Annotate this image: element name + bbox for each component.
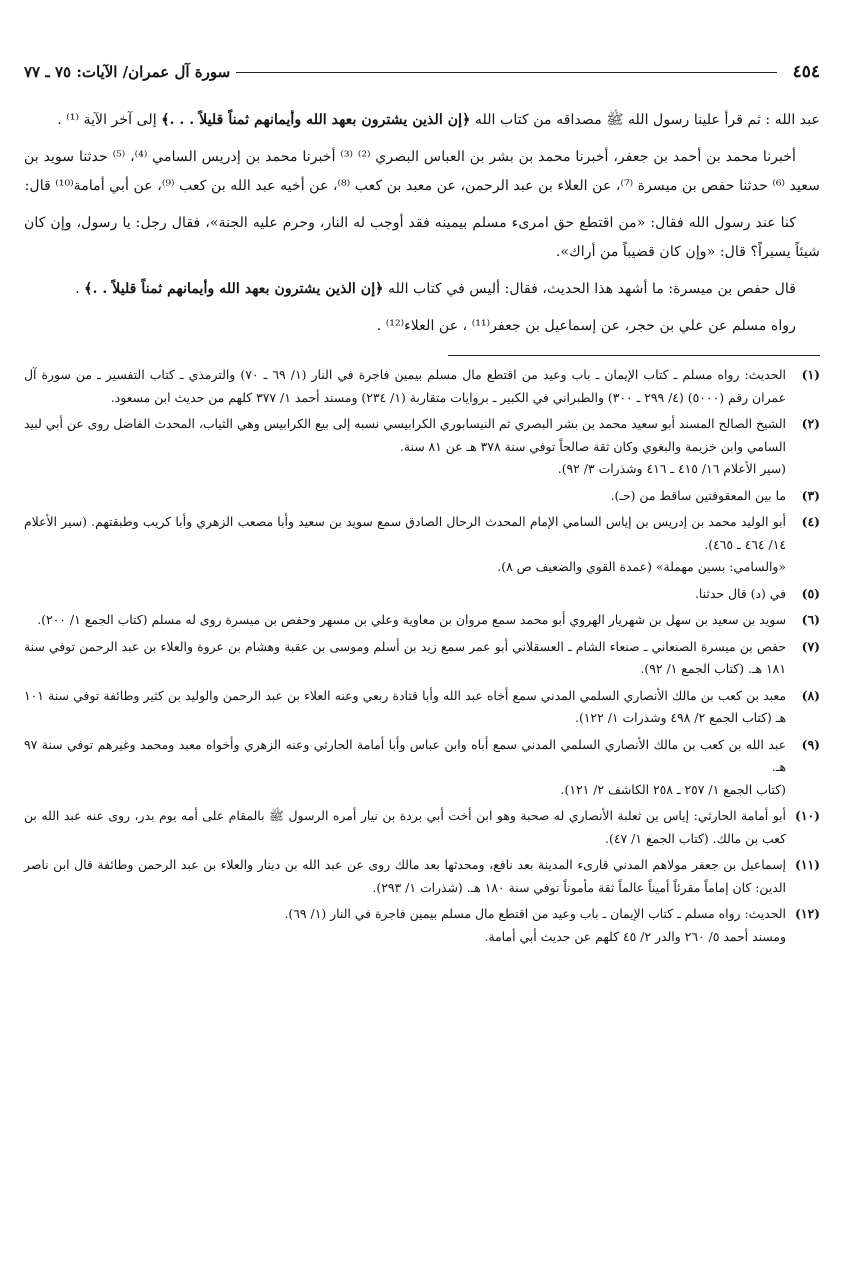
footnote	[24, 685, 820, 730]
footnote-number: (٦)	[801, 612, 820, 627]
footnote-number: (٤)	[801, 514, 820, 529]
paragraph	[24, 275, 820, 304]
paragraph-text: كنا عند رسول الله فقال: «من اقتطع حق امرىء مسلم بيمينه فقد أوجب له النار، وحرم عليه الجنة»، فقال رجل: يا رسول، وإن كان شيئاً يسيراً؟ قال: «وإن كان قضيباً من أراك».	[24, 215, 820, 260]
footnote	[24, 583, 820, 606]
footnote-body	[24, 364, 786, 409]
paragraph-text: .	[75, 281, 85, 297]
footnote-text: حفص بن ميسرة الصنعاني ـ صنعاء الشام ـ العسقلاني أبو عمر سمع زيد بن أسلم وموسى بن عقبة وهشام بن عروة والعلاء بن عبد الرحمن توفي سنة ١٨١ هـ. (كتاب الجمع ١/ ٩٢).	[24, 638, 786, 676]
page-header	[24, 54, 820, 90]
footnote-body	[24, 685, 786, 730]
footnote-body	[24, 636, 786, 681]
footnote-number: (٨)	[801, 687, 820, 703]
footnote-number: (١)	[801, 367, 820, 382]
footnote	[24, 511, 820, 579]
quran-quote: ﴿إن الذين يشترون بعهد الله وأيمانهم ثمناً قليلاً . .﴾	[84, 281, 384, 297]
footnote-text: «والسامي: بسين مهملة» (عمدة القوي والضعيف ص ٨).	[497, 559, 786, 574]
footnote-text: الشيخ الصالح المسند أبو سعيد محمد بن بشر البصري ثم النيسابوري الكرابيسي نسبه إلى بيع الكرابيس وهي الثياب، المحدث الفاضل روى عن أبي لبيد السامي وابن خزيمة والبغوي وكان ثقة صالحاً توفي سنة ٣٧٨ هـ عن ٨١ سنة.	[24, 416, 786, 454]
paragraph-text: رواه مسلم عن علي بن حجر، عن إسماعيل بن جعفر⁽¹¹⁾ ، عن العلاء⁽¹²⁾ .	[376, 318, 796, 334]
footnote	[24, 854, 820, 899]
footnote-body	[24, 583, 786, 606]
footnote-text: في (د) قال حدثنا.	[694, 585, 786, 601]
paragraph-text: عبد الله : ثم قرأ علينا رسول الله ﷺ مصداقه من كتاب الله	[470, 112, 820, 128]
quran-quote: ﴿إن الذين يشترون بعهد الله وأيمانهم ثمناً قليلاً . . .﴾	[161, 112, 471, 128]
footnote-number: (١١)	[794, 857, 820, 872]
footnote-number: (٢)	[801, 416, 820, 431]
footnote-body	[24, 609, 786, 632]
footnotes	[24, 364, 820, 948]
footnote	[24, 734, 820, 802]
footnote-body	[24, 854, 786, 899]
footnote-number: (١٠)	[794, 808, 820, 823]
footnote-body	[24, 734, 786, 802]
footnote-separator	[448, 355, 820, 356]
paragraph	[24, 106, 820, 135]
footnote-number: (٥)	[801, 585, 820, 601]
footnote	[24, 903, 820, 948]
footnote-number: (٧)	[801, 638, 820, 654]
footnote-text: أبو الوليد محمد بن إدريس بن إياس السامي الإمام المحدث الرحال الصادق سمع سويد بن سعيد وأبا مصعب الزهري وأبا كريب وطبقتهم. (سير الأعلام ١٤/ ٤٦٤ ـ ٤٦٥).	[24, 514, 786, 552]
page-number: ٤٥٤	[792, 62, 820, 82]
footnote-number: (٩)	[801, 736, 820, 752]
paragraph-text: إلى آخر الآية ⁽¹⁾ .	[57, 112, 162, 128]
paragraph-text: قال حفص بن ميسرة: ما أشهد هذا الحديث، فقال: أليس في كتاب الله	[383, 281, 796, 297]
footnote	[24, 485, 820, 508]
footnote-text: الحديث: رواه مسلم ـ كتاب الإيمان ـ باب وعيد من اقتطع مال مسلم بيمين فاجرة في النار (١/ ٦٩).	[284, 906, 786, 921]
footnote-text: ومسند أحمد ٥/ ٢٦٠ والدر ٢/ ٤٥ كلهم عن حديث أبي أمامة.	[484, 928, 786, 944]
footnote	[24, 609, 820, 632]
footnote-text: معبد بن كعب بن مالك الأنصاري السلمي المدني سمع أخاه عبد الله وأبا قتادة ربعي وعنه العلاء بن عبد الرحمن والوليد بن كثير وطائفة توفي سنة ١٠١ هـ (كتاب الجمع ٢/ ٤٩٨ وشذرات ١/ ١٢٢).	[24, 687, 786, 725]
footnote-number: (١٢)	[794, 906, 820, 921]
footnote-text: أبو أمامة الحارثي: إياس بن ثعلبة الأنصاري له صحبة وهو ابن أخت أبي بردة بن نيار أمره الرسول ﷺ بالمقام على أمه يوم بدر، روى عنه عبد الله بن كعب بن مالك. (كتاب الجمع ١/ ٤٧).	[24, 808, 786, 846]
paragraph	[24, 143, 820, 201]
footnote-text: (كتاب الجمع ١/ ٢٥٧ ـ ٢٥٨ الكاشف ٢/ ١٢١).	[560, 781, 786, 797]
footnote	[24, 413, 820, 481]
footnote-body	[24, 511, 786, 579]
footnote-body	[24, 413, 786, 481]
footnote-number: (٣)	[801, 487, 820, 503]
section-title: سورة آل عمران/ الآيات: ٧٥ ـ ٧٧	[24, 63, 231, 81]
footnote-text: الحديث: رواه مسلم ـ كتاب الإيمان ـ باب وعيد من اقتطع مال مسلم بيمين فاجرة في النار (١/ ٦٩ ـ ٧٠) والترمذي ـ كتاب التفسير ـ من سورة آل عمران رقم (٥٠٠٠) (٤/ ٢٩٩ ـ ٣٠٠) والطبراني في الكبير ـ بروايات متقاربة (١/ ٢٣٤) ومسند أحمد ١/ ٣٧٧ كلهم من حديث ابن مسعود.	[24, 367, 786, 405]
footnote	[24, 636, 820, 681]
paragraph	[24, 209, 820, 267]
header-rule	[236, 72, 776, 73]
footnote-body	[24, 485, 786, 508]
footnote-body	[24, 903, 786, 948]
footnote-text: إسماعيل بن جعفر مولاهم المدني قارىء المدينة بعد نافع، ومحدثها بعد مالك روى عن عبد الله بن دينار والعلاء بن عبد الرحمن وطائفة قال ابن ناصر الدين: كان إماماً مقرئاً أميناً عالماً ثقة مأموناً توفي سنة ١٨٠ هـ. (شذرات ١/ ٢٩٣).	[24, 857, 786, 895]
footnote-text: (سير الأعلام ١٦/ ٤١٥ ـ ٤١٦ وشذرات ٣/ ٩٢).	[557, 461, 786, 476]
footnote-text: سويد بن سعيد بن سهل بن شهريار الهروي أبو محمد سمع مروان بن معاوية وعلي بن مسهر وحفص بن ميسرة روى له مسلم (كتاب الجمع ١/ ٢٠٠).	[37, 612, 786, 627]
footnote-body	[24, 805, 786, 850]
footnote-text: عبد الله بن كعب بن مالك الأنصاري السلمي المدني سمع أباه وابن عباس وأبا أمامة الحارثي وعنه الزهري وأخواه معبد ومحمد وغيرهم توفي سنة ٩٧ هـ.	[24, 736, 786, 774]
main-text	[24, 106, 820, 341]
paragraph-text: أخبرنا محمد بن أحمد بن جعفر، أخبرنا محمد بن بشر بن العباس البصري ⁽²⁾ ⁽³⁾ أخبرنا محمد بن إدريس السامي ⁽⁴⁾، ⁽⁵⁾ حدثنا سويد بن سعيد ⁽⁶⁾ حدثنا حفص بن ميسرة ⁽⁷⁾، عن العلاء بن عبد الرحمن، عن معبد بن كعب ⁽⁸⁾، عن أخيه عبد الله بن كعب ⁽⁹⁾، عن أبي أمامة⁽¹⁰⁾ قال:	[24, 149, 820, 194]
paragraph	[24, 312, 820, 341]
footnote-text: ما بين المعقوفتين ساقط من (حـ).	[610, 487, 786, 503]
book-page	[24, 54, 820, 952]
footnote	[24, 805, 820, 850]
footnote	[24, 364, 820, 409]
